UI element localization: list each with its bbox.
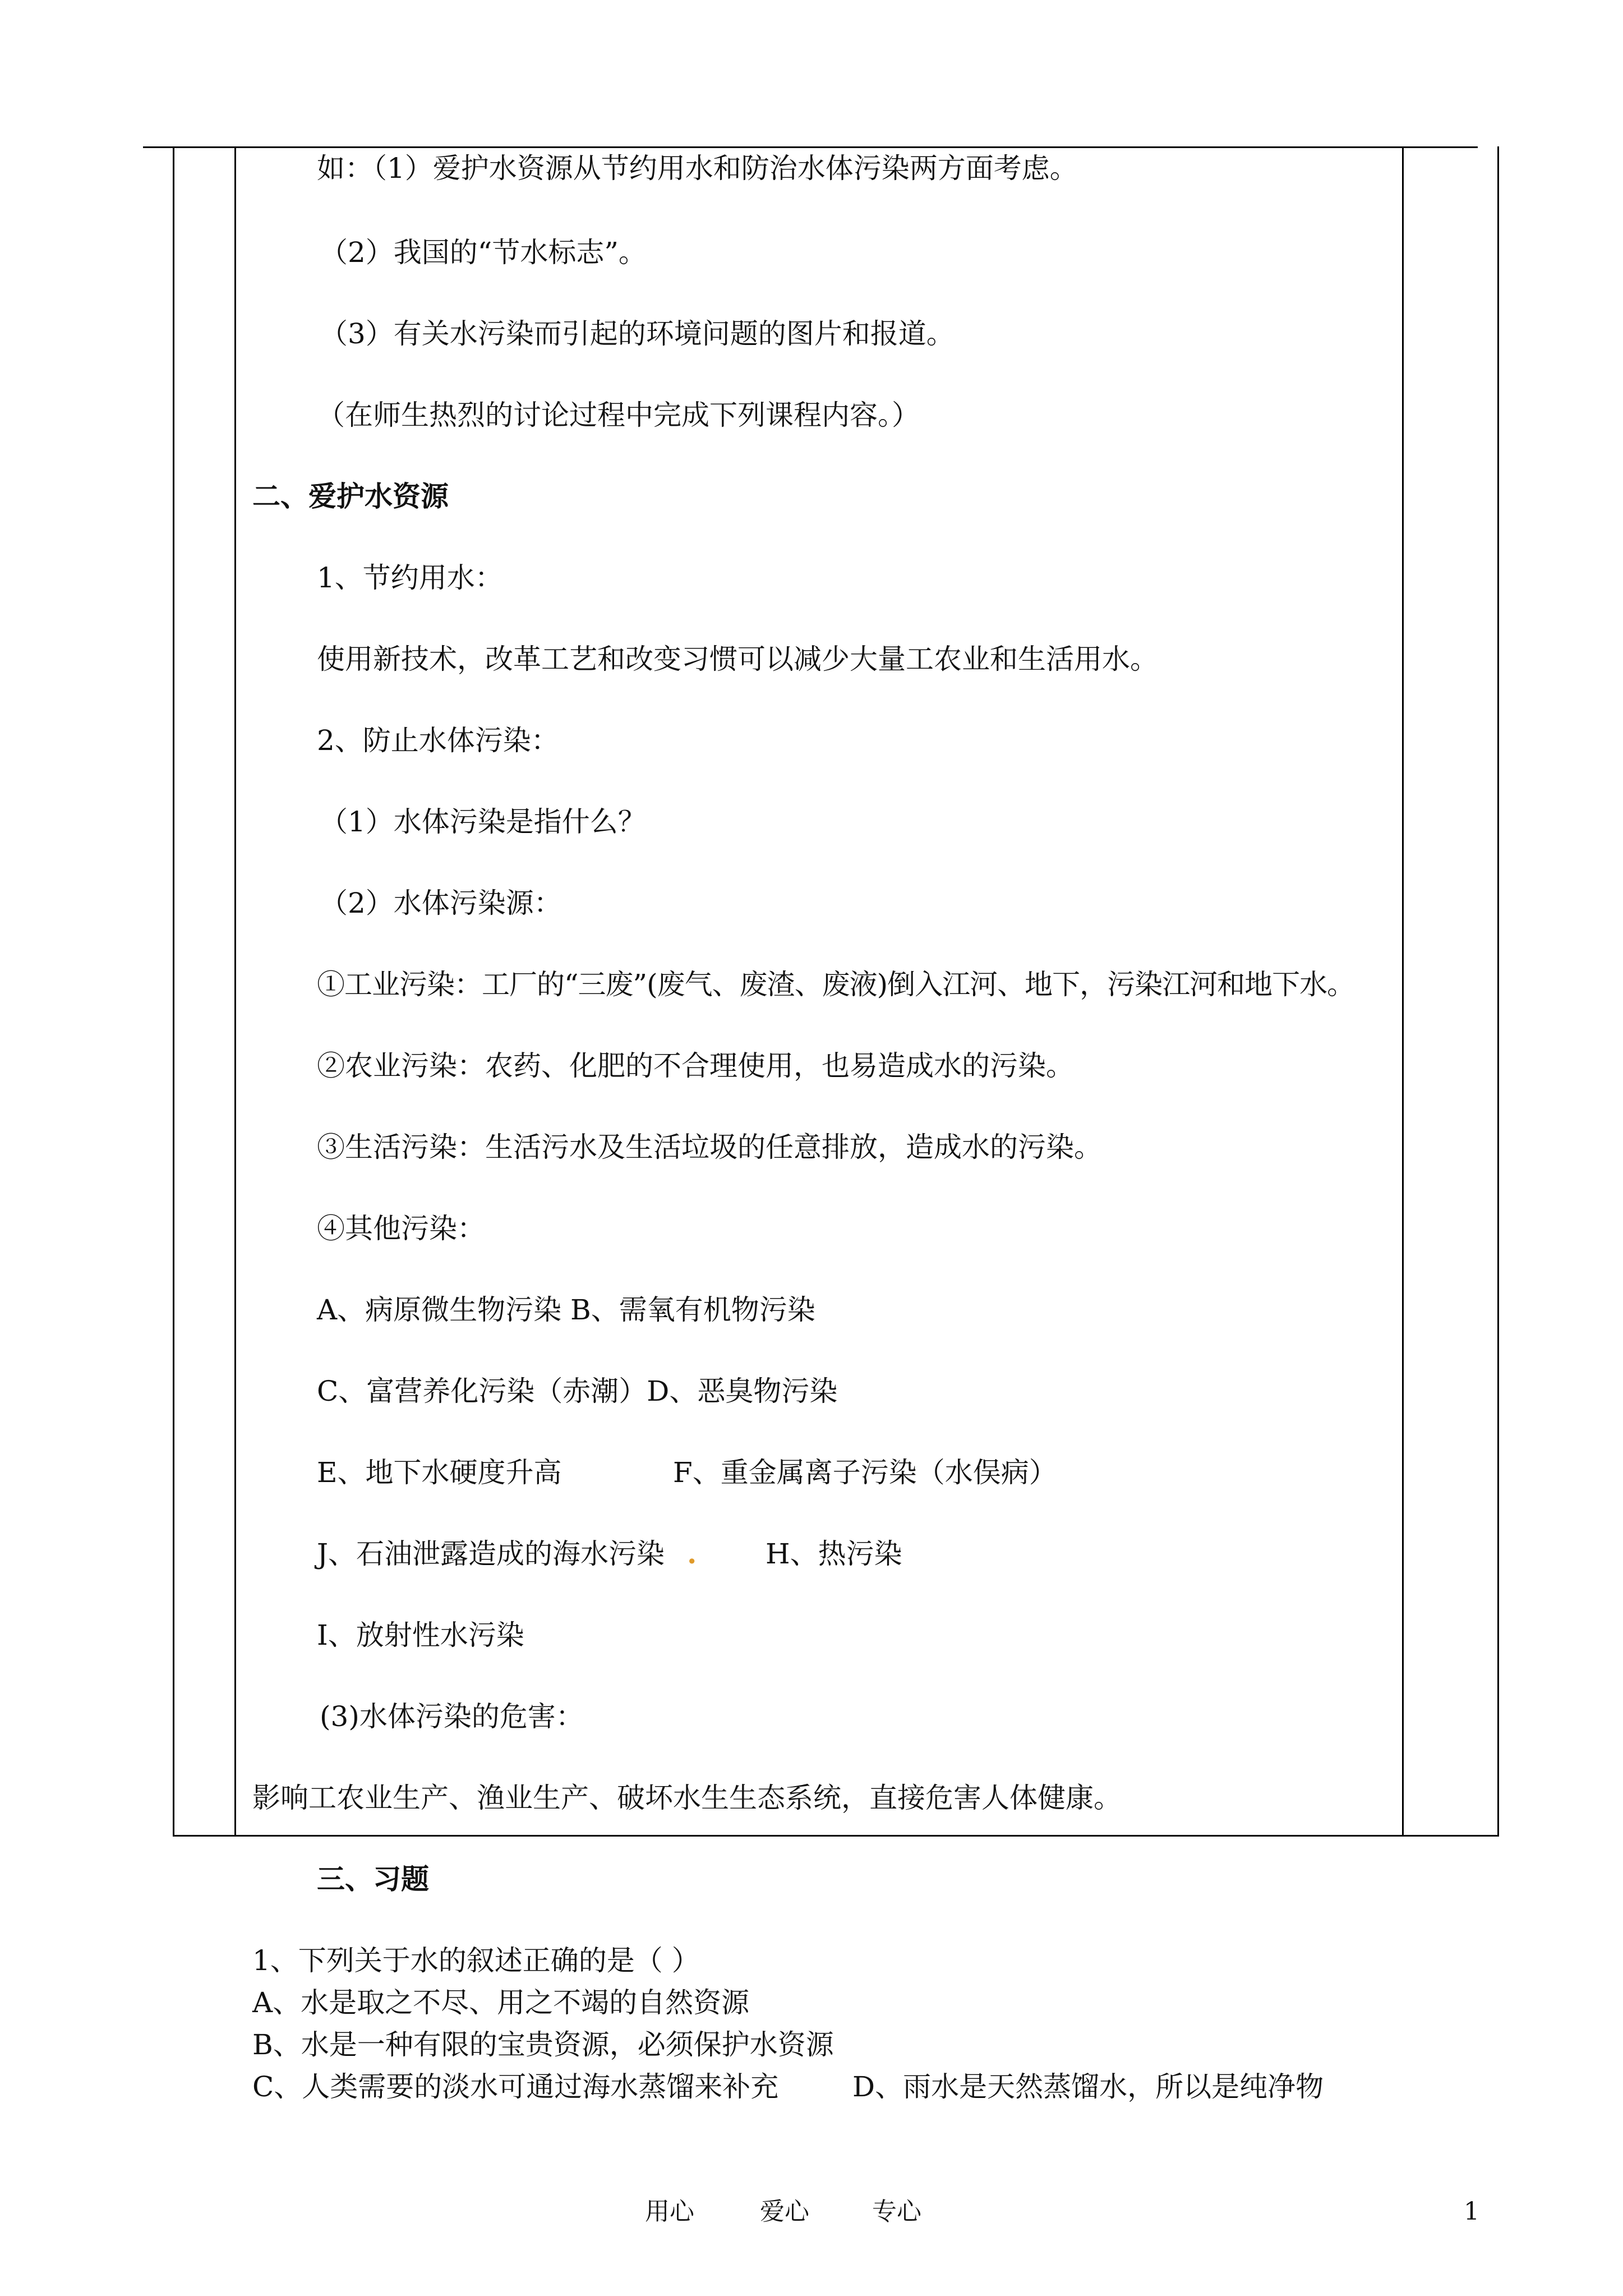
text-line: ①工业污染：工厂的“三废”(废气、废渣、废液)倒入江河、地下，污染江河和地下水。	[317, 968, 1355, 1001]
text-line: 如：（1）爱护水资源从节约用水和防治水体污染两方面考虑。	[317, 152, 1078, 185]
text-line: C、富营养化污染（赤潮）D、恶臭物污染	[317, 1375, 838, 1407]
text-line: ③生活污染：生活污水及生活垃圾的任意排放，造成水的污染。	[317, 1131, 1102, 1163]
table-column-divider-2	[1402, 146, 1404, 1835]
text-line: 2、防止水体污染：	[317, 724, 559, 757]
text-line: （在师生热烈的讨论过程中完成下列课程内容。）	[317, 399, 920, 431]
table-column-divider-1	[234, 146, 236, 1835]
option: C、人类需要的淡水可通过海水蒸馏来补充	[252, 2070, 779, 2103]
section-heading: 三、习题	[317, 1862, 429, 1895]
top-rule	[143, 146, 1478, 148]
text-line: （3）有关水污染而引起的环境问题的图片和报道。	[320, 318, 955, 350]
text-line: A、病原微生物污染 B、需氧有机物污染	[317, 1294, 815, 1326]
text-line: I、放射性水污染	[317, 1619, 524, 1651]
text-line: 1、节约用水：	[317, 562, 503, 594]
text-line: （2）水体污染源：	[320, 887, 562, 919]
text-line: ④其他污染：	[317, 1212, 485, 1245]
footer-text: 用心	[645, 2197, 694, 2226]
text-line: E、地下水硬度升高	[317, 1456, 562, 1489]
option: D、雨水是天然蒸馏水，所以是纯净物	[852, 2070, 1324, 2103]
text-line: 影响工农业生产、渔业生产、破坏水生生态系统，直接危害人体健康。	[252, 1782, 1122, 1814]
text-line: （2）我国的“节水标志”。	[320, 236, 647, 269]
text-line: （1）水体污染是指什么？	[320, 806, 646, 838]
table-bottom-rule	[173, 1835, 1499, 1837]
question: 1、下列关于水的叙述正确的是（ ）	[252, 1944, 700, 1977]
text-line: ②农业污染：农药、化肥的不合理使用，也易造成水的污染。	[317, 1050, 1074, 1082]
text-line: (3)水体污染的危害：	[320, 1700, 584, 1733]
text-line: F、重金属离子污染（水俣病）	[673, 1456, 1057, 1489]
stray-mark: .	[687, 1537, 697, 1570]
section-heading: 二、爱护水资源	[252, 480, 449, 513]
footer-text: 爱心	[760, 2197, 809, 2226]
table-border-left	[173, 146, 174, 1835]
page-number: 1	[1464, 2197, 1479, 2226]
option: A、水是取之不尽、用之不竭的自然资源	[252, 1986, 750, 2019]
option: B、水是一种有限的宝贵资源，必须保护水资源	[252, 2028, 834, 2061]
text-line: H、热污染	[766, 1538, 902, 1570]
table-border-right	[1497, 146, 1499, 1835]
footer-text: 专心	[872, 2197, 921, 2226]
text-line: 使用新技术，改革工艺和改变习惯可以减少大量工农业和生活用水。	[317, 643, 1158, 675]
text-line: J、石油泄露造成的海水污染	[317, 1538, 665, 1570]
